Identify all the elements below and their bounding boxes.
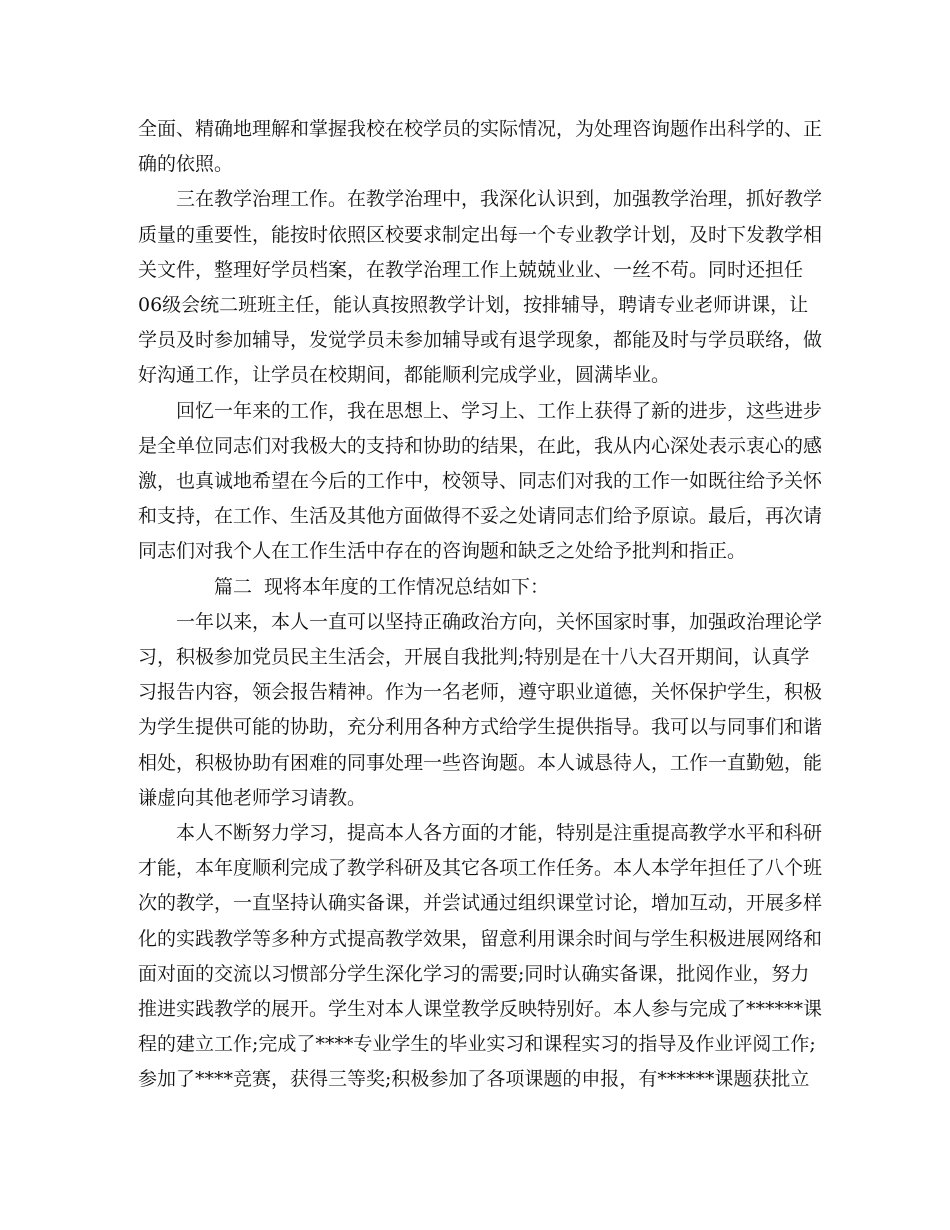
text-line: 关文件，整理好学员档案，在教学治理工作上兢兢业业、一丝不苟。同时还担任 (138, 258, 804, 281)
text-line: 为学生提供可能的协助，充分利用各种方式给学生提供指导。我可以与同事们和谐 (138, 716, 823, 739)
section-heading (138, 570, 814, 605)
text-line: 才能，本年度顺利完成了教学科研及其它各项工作任务。本人本学年担任了八个班 (138, 857, 823, 880)
section-heading-text: 现将本年度的工作情况总结如下： (264, 575, 550, 598)
text-line: 推进实践教学的展开。学生对本人课堂教学反映特别好。本人参与完成了******课 (138, 998, 823, 1021)
text-line: 和支持，在工作、生活及其他方面做得不妥之处请同志们给予原谅。最后，再次请 (138, 505, 823, 528)
document-body (138, 112, 823, 1098)
text-line: 回忆一年来的工作，我在思想上、学习上、工作上获得了新的进步，这些进步 (176, 399, 823, 422)
paragraph-2 (138, 182, 823, 393)
text-line: 本人不断努力学习，提高本人各方面的才能，特别是注重提高教学水平和科研 (176, 822, 823, 845)
text-line: 确的依照。 (138, 153, 234, 176)
text-line: 好沟通工作，让学员在校期间，都能顺利完成学业，圆满毕业。 (138, 364, 671, 387)
text-line: 谦虚向其他老师学习请教。 (138, 786, 367, 809)
paragraph-4 (138, 605, 823, 816)
text-line: 程的建立工作;完成了****专业学生的毕业实习和课程实习的指导及作业评阅工作; (138, 1033, 816, 1056)
text-line: 同志们对我个人在工作生活中存在的咨询题和缺乏之处给予批判和指正。 (138, 540, 747, 563)
text-line: 三在教学治理工作。在教学治理中，我深化认识到，加强教学治理，抓好教学 (176, 188, 823, 211)
text-line: 激，也真诚地希望在今后的工作中，校领导、同志们对我的工作一如既往给予关怀 (138, 470, 823, 493)
text-line: 相处，积极协助有困难的同事处理一些咨询题。本人诚恳待人，工作一直勤勉，能 (138, 751, 823, 774)
text-line: 次的教学，一直坚持认确实备课，并尝试通过组织课堂讨论，增加互动，开展多样 (138, 892, 823, 915)
text-line: 一年以来，本人一直可以坚持正确政治方向，关怀国家时事，加强政治理论学 (176, 610, 823, 633)
section-label: 篇二 (214, 575, 253, 598)
paragraph-3 (138, 394, 823, 570)
text-line: 参加了****竞赛，获得三等奖;积极参加了各项课题的申报，有******课题获批立 (138, 1068, 810, 1091)
paragraph-1 (138, 112, 823, 182)
text-line: 06级会统二班班主任，能认真按照教学计划，按排辅导，聘请专业老师讲课，让 (138, 294, 809, 317)
text-line: 全面、精确地理解和掌握我校在校学员的实际情况，为处理咨询题作出科学的、正 (138, 118, 823, 140)
text-line: 质量的重要性，能按时依照区校要求制定出每一个专业教学计划，及时下发教学相 (138, 223, 823, 246)
text-line: 化的实践教学等多种方式提高教学效果，留意利用课余时间与学生积极进展网络和 (138, 927, 823, 950)
text-line: 面对面的交流以习惯部分学生深化学习的需要;同时认确实备课，批阅作业，努力 (138, 962, 810, 985)
text-line: 习，积极参加党员民主生活会，开展自我批判;特别是在十八大召开期间，认真学 (138, 646, 810, 669)
paragraph-5 (138, 816, 823, 1098)
text-line: 是全单位同志们对我极大的支持和协助的结果，在此，我从内心深处表示衷心的感 (138, 434, 823, 457)
text-line: 习报告内容，领会报告精神。作为一名老师，遵守职业道德，关怀保护学生，积极 (138, 681, 823, 704)
text-line: 学员及时参加辅导，发觉学员未参加辅导或有退学现象，都能及时与学员联络，做 (138, 329, 823, 352)
